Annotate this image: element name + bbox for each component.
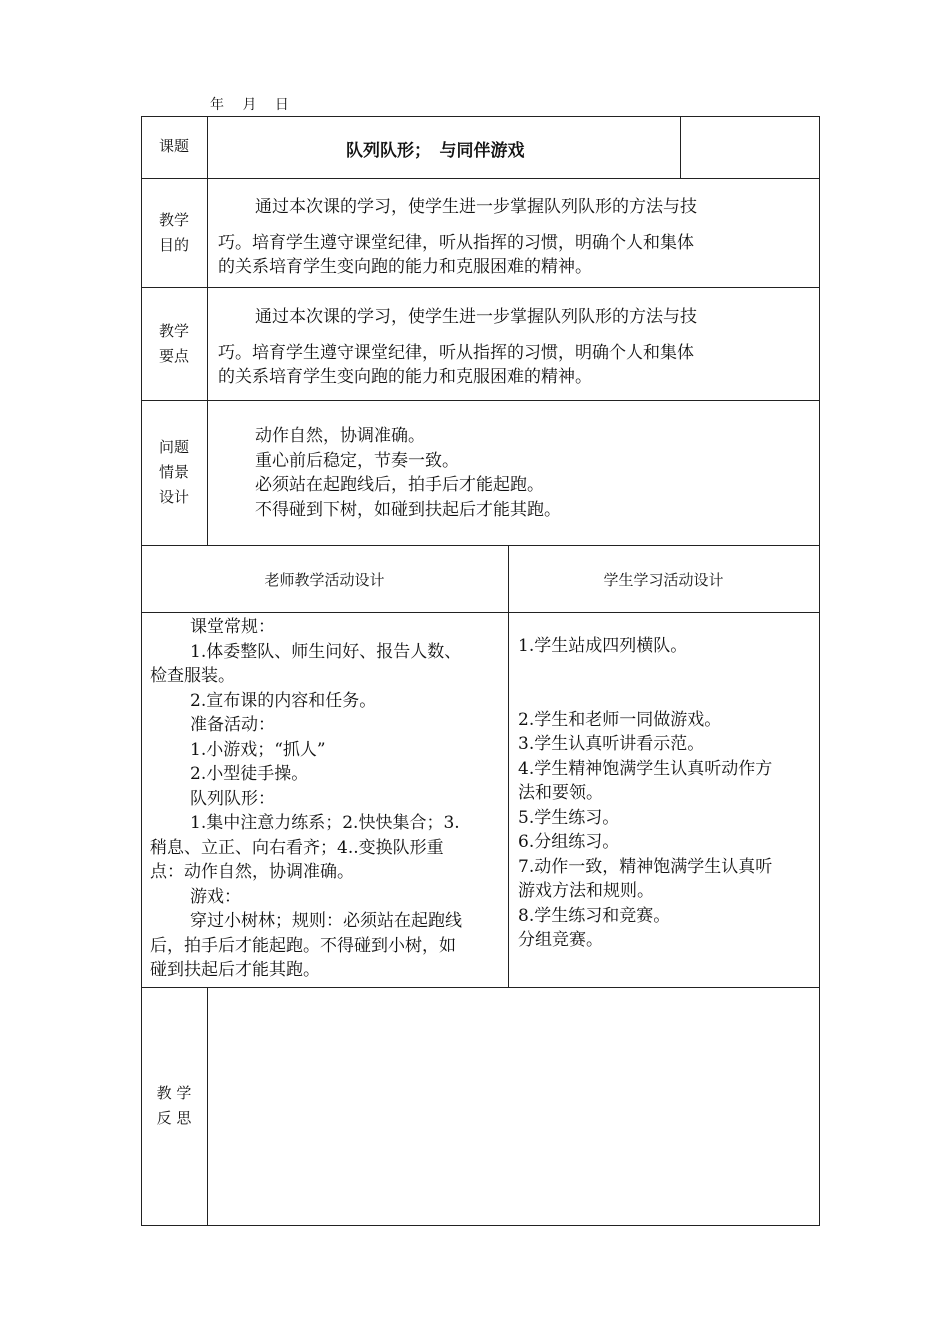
topic-label: 课题 — [158, 137, 189, 155]
date-line — [210, 94, 301, 114]
teacher-activity-header: 老师教学活动设计 — [264, 571, 385, 589]
objectives-text: 通过本次课的学习，使学生进一步掌握队列队形的方法与技 巧。培育学生遵守课堂纪律，听从指挥的习惯，明确个人和集体 的关系培育学生变向跑的能力和克服困难的精神。 — [218, 197, 697, 277]
student-activities: 1.学生站成四列横队。 2.学生和老师一同做游戏。 3.学生认真听讲看示范。 4.学生精神饱满学生认真听动作方 法和要领。 5.学生练习。 6.分组练习。 7.动作一致，精神饱满学生认真听 游戏方法和规则。 8.学生练习和竞赛。 分组竞赛。 — [518, 636, 773, 950]
lesson-title: 队列队形； 与同伴游戏 — [346, 141, 525, 161]
key-points-label: 教学 要点 — [158, 322, 189, 365]
day-label: 日 — [274, 97, 291, 113]
teacher-activities: 课堂常规： 1.体委整队、师生问好、报告人数、 检查服装。 2.宣布课的内容和任务。 准备活动： 1.小游戏；“抓人” 2.小型徒手操。 队列队形： 1.集中注意力练系；2.快快集合；3. 稍息、立正、向右看齐；4..变换队形重 点：动作自然，协调准确。 游戏： 穿过小树林；规则：必须站在起跑线 后，拍手后才能起跑。不得碰到小树，如 碰到扶起后才能其跑。 — [150, 617, 462, 980]
student-activity-header: 学生学习活动设计 — [603, 571, 724, 589]
key-points-text: 通过本次课的学习，使学生进一步掌握队列队形的方法与技 巧。培育学生遵守课堂纪律，听从指挥的习惯，明确个人和集体 的关系培育学生变向跑的能力和克服困难的精神。 — [218, 307, 697, 387]
problem-label: 问题 情景 设计 — [158, 438, 189, 506]
problem-text: 动作自然，协调准确。 重心前后稳定，节奏一致。 必须站在起跑线后，拍手后才能起跑。 不得碰到下树，如碰到扶起后才能其跑。 — [255, 426, 561, 520]
year-label: 年 — [210, 97, 226, 113]
reflection-label: 教 学 反 思 — [156, 1084, 192, 1127]
objectives-label: 教学 目的 — [158, 211, 189, 254]
month-label: 月 — [242, 97, 259, 113]
